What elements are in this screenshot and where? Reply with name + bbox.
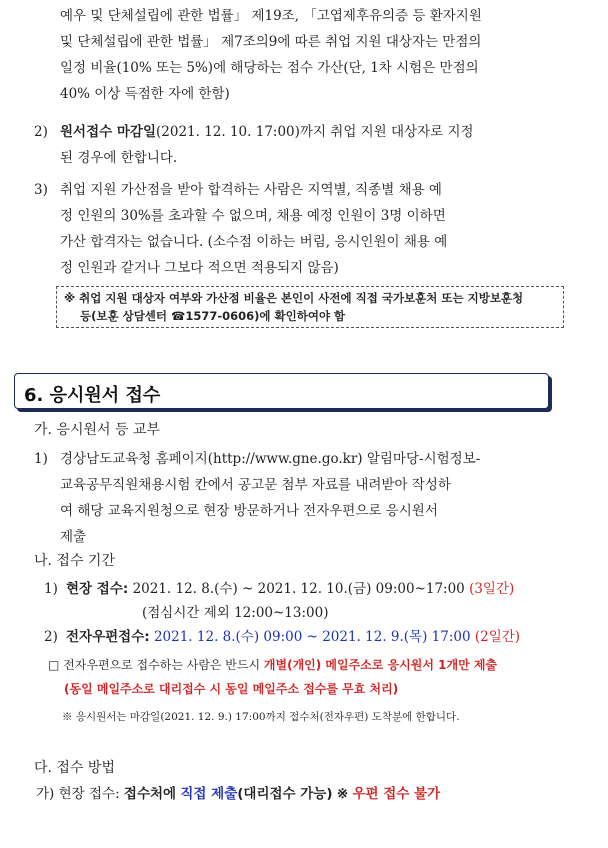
list-number: 2) xyxy=(34,124,48,140)
checkbox-square-icon: □ xyxy=(48,658,60,672)
list-number: 3) xyxy=(34,182,48,198)
body-text-line: 일정 비율(10% 또는 5%)에 해당하는 점수 가산(단, 1차 시험은 만점의 xyxy=(60,60,479,76)
email-label: 전자우편접수: xyxy=(66,629,150,645)
body-text-line: 예우 및 단체설립에 관한 법률」 제19조, 「고엽제후유의증 등 환자지원 xyxy=(60,8,482,24)
body-text-line: 된 경우에 한합니다. xyxy=(60,150,178,166)
list-item xyxy=(60,122,474,142)
list-number: 1) xyxy=(44,581,58,597)
reference-mark: ※ xyxy=(336,786,349,802)
subsection-heading: 가. 응시원서 등 교부 xyxy=(34,422,160,438)
warning-text: (동일 메일주소로 대리접수 시 동일 메일주소 접수를 무효 처리) xyxy=(64,682,399,696)
notice-line: 등(보훈 상담센터 ☎1577-0606)에 확인하여야 함 xyxy=(80,309,346,323)
body-text-line: 교육공무직원채용시험 칸에서 공고문 첨부 자료를 내려받아 작성하 xyxy=(60,477,451,493)
onsite-days: (3일간) xyxy=(469,581,515,597)
body-text-line: 가산 합격자는 없습니다. (소수점 이하는 버림, 응시인원이 채용 예 xyxy=(60,234,448,250)
body-text-line: 제출 xyxy=(60,529,87,545)
lunch-note: (점심시간 제외 12:00~13:00) xyxy=(142,605,329,621)
warning-text: 개별(개인) 메일주소로 응시원서 1개만 제출 xyxy=(263,658,498,672)
subsection-heading: 다. 접수 방법 xyxy=(34,760,115,776)
section-title: 6. 응시원서 접수 xyxy=(24,385,161,406)
method-line xyxy=(36,784,440,804)
emphasis-text: (대리접수 가능) xyxy=(237,786,333,802)
notice-line: ※ 취업 지원 대상자 여부와 가산점 비율은 본인이 사전에 직접 국가보훈처 또는 지방보훈청 xyxy=(64,291,524,305)
onsite-label: 현장 접수: xyxy=(66,581,129,597)
warning-text: 우편 접수 불가 xyxy=(352,786,441,802)
homepage-link[interactable]: http://www.gne.go.kr xyxy=(213,451,358,467)
method-label: 현장 접수: xyxy=(58,786,120,802)
body-text: 전자우편으로 접수하는 사람은 반드시 xyxy=(63,658,261,672)
body-text-line: 40% 이상 득점한 자에 한함) xyxy=(60,86,230,102)
body-text-line: 취업 지원 가산점을 받아 합격하는 사람은 지역별, 직종별 채용 예 xyxy=(60,182,442,198)
emphasis-text: 원서접수 마감일 xyxy=(60,124,156,140)
body-text: ) 알림마당-시험정보- xyxy=(357,451,481,467)
direct-submit-text: 직접 제출 xyxy=(180,786,238,802)
list-number: 1) xyxy=(34,451,48,467)
body-text-line: 정 인원의 30%를 초과할 수 없으며, 채용 예정 인원이 3명 이하면 xyxy=(60,208,446,224)
footnote: ※ 응시원서는 마감일(2021. 12. 9.) 17:00까지 접수처(전자우편) 도착분에 한합니다. xyxy=(62,711,460,723)
email-period xyxy=(66,627,520,647)
list-number: 가) xyxy=(36,786,55,802)
email-dates: 2021. 12. 8.(수) 09:00 ~ 2021. 12. 9.(목) 17:00 xyxy=(153,629,471,645)
body-text: (2021. 12. 10. 17:00)까지 취업 지원 대상자로 지정 xyxy=(156,124,474,140)
emphasis-text: 접수처에 xyxy=(123,786,177,802)
subsection-heading: 나. 접수 기간 xyxy=(34,553,115,569)
list-item xyxy=(60,449,480,469)
list-number: 2) xyxy=(44,629,58,645)
body-text-line: 및 단체설립에 관한 법률」 제7조의9에 따른 취업 지원 대상자는 만점의 xyxy=(60,34,482,50)
email-notice xyxy=(48,655,497,675)
body-text-line: 정 인원과 같거나 그보다 적으면 적용되지 않음) xyxy=(60,260,339,276)
body-text: 경상남도교육청 홈페이지( xyxy=(60,451,214,467)
email-days: (2일간) xyxy=(474,629,521,645)
onsite-period xyxy=(66,579,514,599)
onsite-dates: 2021. 12. 8.(수) ~ 2021. 12. 10.(금) 09:00~17:00 xyxy=(132,581,465,597)
body-text-line: 여 해당 교육지원청으로 현장 방문하거나 전자우편으로 응시원서 xyxy=(60,503,438,519)
